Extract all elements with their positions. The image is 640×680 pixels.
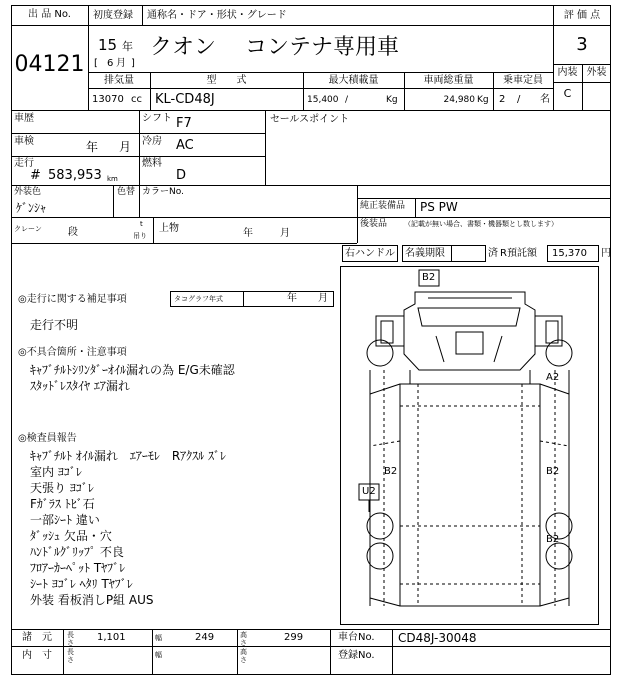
gross-weight-unit: Kg — [477, 95, 489, 105]
max-load-unit: Kg — [386, 95, 398, 105]
recycle-done: 済 — [488, 248, 498, 259]
score-value: 3 — [576, 34, 588, 55]
inspection-month-unit: 月 — [119, 140, 132, 154]
mileage-value: 583,953 — [48, 168, 102, 183]
shift-label: シフト — [142, 113, 172, 124]
upper-year: 年 — [243, 228, 253, 239]
damage-mark-cab-top: B2 — [422, 272, 436, 283]
max-load-slash: / — [345, 95, 349, 105]
shift-value: F7 — [176, 116, 192, 131]
registration-label: 登録No. — [338, 650, 375, 661]
yen-unit: 円 — [601, 248, 611, 259]
upper-label: 上物 — [159, 223, 179, 234]
max-load-value: 15,400 — [307, 95, 339, 105]
ext-color-label: 外装色 — [14, 187, 42, 197]
mileage-unit: km — [107, 175, 118, 183]
inspector-item: ﾀﾞｯｼｭ 欠品・穴 — [30, 529, 112, 543]
capacity-label: 乗車定員 — [503, 75, 543, 86]
mileage-label: 走行 — [14, 158, 34, 169]
inspector-item: ﾌﾛｱｰｶｰﾍﾟｯﾄ Tﾔﾌﾞﾚ — [30, 561, 126, 575]
gross-weight-label: 車両総重量 — [423, 75, 474, 86]
ac-value: AC — [176, 138, 194, 153]
model-name: クオン コンテナ専用車 — [150, 35, 399, 60]
inspection-label: 車検 — [14, 136, 34, 147]
crane-label: クレーン — [14, 225, 42, 233]
damage-mark-cab-right: A2 — [546, 372, 560, 383]
lot-number: 04121 — [14, 52, 85, 77]
inspector-list — [30, 448, 226, 608]
inspector-item: 天張り ﾖｺﾞﾚ — [30, 481, 94, 495]
damage-mark-rear-right: B2 — [546, 534, 560, 545]
first-reg-year: 15 — [98, 36, 118, 54]
score-label: 評 価 点 — [563, 10, 601, 21]
inner-length-label: 長さ — [67, 648, 74, 664]
defects-list — [30, 362, 235, 394]
capacity-unit: 名 — [540, 94, 550, 105]
length-value: 1,101 — [97, 632, 126, 643]
running-body: 走行不明 — [30, 318, 79, 332]
defects-header: ◎不具合箇所・注意事項 — [18, 347, 127, 358]
length-label: 長さ — [67, 631, 74, 647]
interior-label: 内装 — [557, 67, 578, 78]
aftermarket-label: 後装品 — [360, 219, 388, 229]
lot-label: 出 品 No. — [28, 9, 71, 20]
model-code: KL-CD48J — [155, 92, 215, 107]
max-load-label: 最大積載量 — [328, 75, 379, 86]
inner-size-label: 内 寸 — [22, 650, 52, 661]
displacement-value: 13070 — [92, 94, 124, 105]
inspector-item: 外装 看板消しP組 AUS — [30, 593, 154, 607]
defect-item: ｽﾀｯﾄﾞﾚｽﾀｲﾔ ｴｱ漏れ — [30, 379, 130, 393]
fuel-value: D — [176, 168, 187, 183]
first-reg-month: 6 — [107, 58, 114, 69]
genuine-label: 純正装備品 — [360, 201, 406, 211]
genuine-value: PS PW — [420, 200, 458, 214]
color-no-label: カラーNo. — [142, 187, 184, 197]
model-name-label: 通称名・ドア・形状・グレード — [147, 10, 287, 21]
defect-item: ｷｬﾌﾞﾁﾙﾄｼﾘﾝﾀﾞｰｵｲﾙ漏れの為 E/G未確認 — [30, 363, 235, 377]
height-value: 299 — [284, 632, 304, 643]
crane-hoist: 吊り — [133, 232, 147, 240]
damage-mark-left-side: U2 — [362, 486, 376, 497]
chassis-label: 車台No. — [338, 632, 375, 643]
model-code-label: 型 式 — [206, 75, 247, 86]
inspector-item: Fｶﾞﾗｽ ﾄﾋﾞ石 — [30, 497, 95, 511]
recycle-label: R預託額 — [500, 248, 537, 259]
inner-height-label: 高さ — [240, 648, 247, 664]
truck-diagram — [340, 266, 599, 625]
first-reg-label: 初度登録 — [93, 10, 133, 21]
inspector-item: ﾊﾝﾄﾞﾙｸﾞﾘｯﾌﾟ 不良 — [30, 545, 124, 559]
interior-score: C — [563, 87, 572, 100]
recycle-amount: 15,370 — [552, 248, 587, 259]
inspector-item: ｼｰﾄ ﾖｺﾞﾚ ﾍﾀﾘ Tﾔﾌﾞﾚ — [30, 577, 133, 591]
inspector-item: 一部ｼｰﾄ 違い — [30, 513, 100, 527]
ext-color-value: ｹﾞﾝｼｬ — [16, 201, 47, 215]
inspector-header: ◎検査員報告 — [18, 433, 77, 444]
inspection-year-unit: 年 — [86, 140, 99, 154]
tacho-month: 月 — [318, 293, 328, 304]
fuel-label: 燃料 — [142, 158, 162, 169]
tacho-label: タコグラフ年式 — [174, 295, 223, 303]
gross-weight-value: 24,980 — [443, 95, 475, 105]
ac-label: 冷房 — [142, 136, 162, 147]
capacity-slash: / — [517, 94, 521, 105]
exterior-label: 外装 — [586, 67, 607, 78]
first-reg-month-close: ] — [131, 58, 135, 69]
tacho-year: 年 — [287, 293, 297, 304]
running-header: ◎走行に関する補足事項 — [18, 294, 127, 305]
inspector-item: ｷｬﾌﾞﾁﾙﾄ ｵｲﾙ漏れ ｴｱｰﾓﾚ Rｱｸｽﾙ ｽﾞﾚ — [30, 449, 226, 463]
first-reg-month-unit: 月 — [116, 58, 126, 69]
first-reg-year-unit: 年 — [122, 40, 133, 53]
inner-width-label: 幅 — [155, 651, 162, 659]
damage-mark-bed-left: B2 — [384, 466, 398, 477]
upper-month: 月 — [280, 228, 290, 239]
height-label: 高さ — [240, 631, 247, 647]
width-value: 249 — [195, 632, 215, 643]
displacement-label: 排気量 — [104, 75, 134, 86]
color-change-label: 色替 — [117, 187, 136, 197]
crane-dan: 段 — [68, 227, 78, 238]
mileage-prefix: # — [30, 168, 41, 183]
displacement-unit: cc — [131, 94, 142, 105]
sales-point-label: セールスポイント — [270, 114, 350, 125]
rhd-label: 右ハンドル — [345, 248, 395, 259]
history-label: 車歴 — [14, 113, 34, 124]
first-reg-month-open: [ — [94, 58, 98, 69]
inspector-item: 室内 ﾖｺﾞﾚ — [30, 465, 82, 479]
width-label: 幅 — [155, 634, 162, 642]
name-change-label: 名義期限 — [405, 248, 445, 259]
damage-mark-bed-right: B2 — [546, 466, 560, 477]
chassis-value: CD48J-30048 — [398, 631, 477, 645]
spec-label: 諸 元 — [22, 632, 52, 643]
aftermarket-note: （記載が無い場合、書類・機器類とし数します） — [404, 220, 558, 228]
crane-t: t — [140, 220, 143, 228]
capacity-value: 2 — [499, 94, 506, 105]
